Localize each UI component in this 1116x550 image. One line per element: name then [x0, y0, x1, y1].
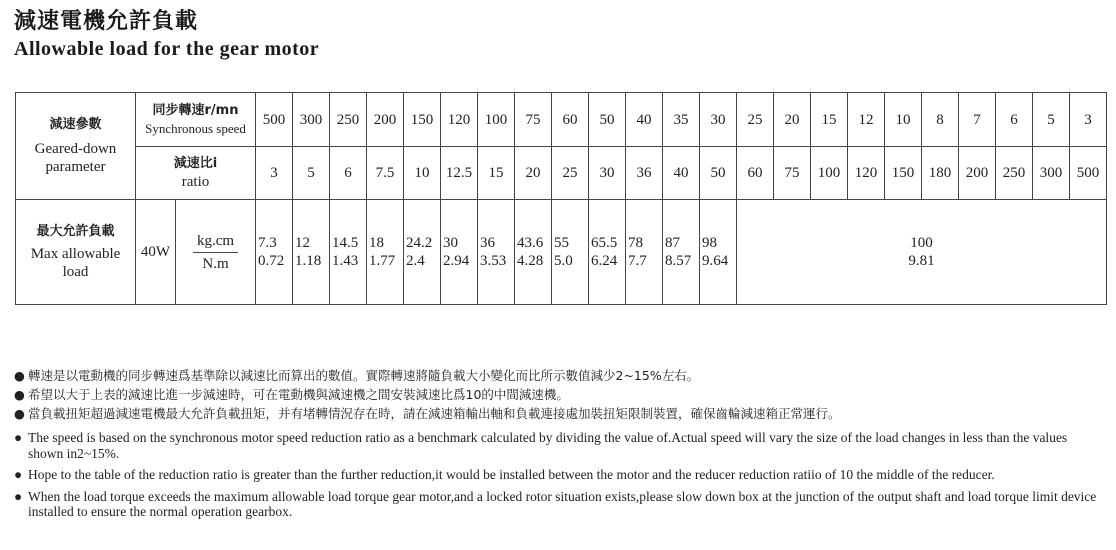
ratio-cell: 120: [848, 147, 885, 200]
ratio-cell: 500: [1070, 147, 1107, 200]
note-item-en: [14, 489, 1104, 520]
load-cell: [441, 200, 478, 305]
load-kg: 78: [628, 235, 643, 251]
max-load-cell: [737, 200, 1107, 305]
param-label-cn: 減速參數: [49, 117, 102, 132]
bullet-icon: ●: [14, 387, 25, 402]
load-row: [16, 200, 1107, 305]
ratio-cell: 6: [330, 147, 367, 200]
ratio-label-cn: 減速比i: [173, 156, 218, 171]
power-cell: 40W: [136, 200, 176, 305]
load-nm: 9.64: [702, 253, 729, 269]
ratio-cell: 40: [663, 147, 700, 200]
speed-cell: 12: [848, 93, 885, 147]
ratio-cell: 100: [811, 147, 848, 200]
bullet-icon: ●: [14, 467, 23, 482]
load-cell: [626, 200, 663, 305]
load-header-cell: [16, 200, 136, 305]
param-label-en: Geared-down parameter: [34, 141, 117, 175]
load-kg: 87: [665, 235, 680, 251]
bullet-icon: ●: [14, 430, 23, 445]
ratio-cell: 180: [922, 147, 959, 200]
load-nm: 1.18: [295, 253, 322, 269]
note-item-cn: [14, 404, 841, 423]
load-kg: 24.2: [406, 235, 433, 251]
load-cell: [700, 200, 737, 305]
note-text-cn: 希望以大于上表的減速比進一步減速時，可在電動機與減速機之間安裝減速比爲10的中間減速機。: [28, 387, 569, 402]
speed-cell: 250: [330, 93, 367, 147]
unit-cell: [176, 200, 256, 305]
note-text-cn: 轉速是以電動機的同步轉速爲基準除以減速比而算出的數值。實際轉速將隨負載大小變化而比所示數值減少2~15%左右。: [28, 368, 700, 383]
ratio-cell: 75: [774, 147, 811, 200]
ratio-cell: 250: [996, 147, 1033, 200]
load-kg: 43.6: [517, 235, 544, 251]
speed-cell: 5: [1033, 93, 1070, 147]
load-cell: [515, 200, 552, 305]
ratio-cell: 3: [256, 147, 293, 200]
load-kg: 12: [295, 235, 310, 251]
load-kg: 36: [480, 235, 495, 251]
speed-cell: 40: [626, 93, 663, 147]
ratio-cell: 15: [478, 147, 515, 200]
bullet-icon: ●: [14, 488, 23, 504]
load-cell: [663, 200, 700, 305]
bullet-icon: ●: [14, 406, 25, 421]
speed-cell: 200: [367, 93, 404, 147]
load-kg: 18: [369, 235, 384, 251]
speed-cell: 6: [996, 93, 1033, 147]
ratio-cell: 300: [1033, 147, 1070, 200]
ratio-row: [16, 147, 1107, 200]
speed-label-cn: 同步轉速r/mn: [152, 102, 239, 118]
note-item-cn: [14, 366, 841, 385]
load-cell: [552, 200, 589, 305]
speed-cell: 150: [404, 93, 441, 147]
speed-cell: 300: [293, 93, 330, 147]
speed-cell: 50: [589, 93, 626, 147]
page-title-english: Allowable load for the gear motor: [14, 38, 320, 60]
speed-cell: 20: [774, 93, 811, 147]
unit-nm: N.m: [202, 255, 229, 272]
note-item-en: [14, 430, 1104, 461]
ratio-header-cell: [136, 147, 256, 200]
load-nm: 3.53: [480, 253, 507, 269]
load-cell: [478, 200, 515, 305]
speed-cell: 100: [478, 93, 515, 147]
speed-cell: 10: [885, 93, 922, 147]
max-load-kg: 100: [910, 235, 933, 251]
load-cell: [330, 200, 367, 305]
load-cell: [589, 200, 626, 305]
notes-english: [14, 430, 1104, 526]
note-text-en: The speed is based on the synchronous motor speed reduction ratio as a benchmark calculated by dividing the value of.Actual speed will vary the size of the load changes in less than the values shown in2~15%.: [28, 430, 1068, 461]
ratio-cell: 12.5: [441, 147, 478, 200]
ratio-cell: 20: [515, 147, 552, 200]
page-title-chinese: 減速電機允許負載: [14, 9, 199, 34]
note-text-en: Hope to the table of the reduction ratio is greater than the further reduction,it would be installed between the motor and the reducer reduction ratiio of 10 the middle of the reducer.: [28, 467, 995, 482]
load-nm: 2.4: [406, 253, 425, 269]
ratio-cell: 200: [959, 147, 996, 200]
notes-chinese: [14, 366, 841, 423]
load-kg: 98: [702, 235, 717, 251]
ratio-cell: 25: [552, 147, 589, 200]
ratio-cell: 50: [700, 147, 737, 200]
load-nm: 4.28: [517, 253, 544, 269]
speed-row: [16, 93, 1107, 147]
speed-label-en: Synchronous speed: [145, 120, 246, 136]
speed-cell: 60: [552, 93, 589, 147]
load-nm: 5.0: [554, 253, 573, 269]
load-cell: [256, 200, 293, 305]
ratio-cell: 30: [589, 147, 626, 200]
load-nm: 2.94: [443, 253, 470, 269]
speed-cell: 500: [256, 93, 293, 147]
load-kg: 30: [443, 235, 458, 251]
note-text-en: When the load torque exceeds the maximum allowable load torque gear motor,and a locked rotor situation exists,please slow down box at the junction of the output shaft and load torque limit device installed to ensure the normal operation gearbox.: [28, 488, 1097, 519]
unit-kgcm: kg.cm: [193, 232, 238, 253]
speed-cell: 30: [700, 93, 737, 147]
load-nm: 8.57: [665, 253, 692, 269]
load-nm: 7.7: [628, 253, 647, 269]
load-nm: 0.72: [258, 253, 285, 269]
load-nm: 1.43: [332, 253, 359, 269]
note-item-cn: [14, 385, 841, 404]
load-table: [15, 92, 1107, 305]
speed-header-cell: [136, 93, 256, 147]
load-nm: 1.77: [369, 253, 396, 269]
load-cell: [367, 200, 404, 305]
load-cell: [293, 200, 330, 305]
note-item-en: [14, 467, 1104, 483]
speed-cell: 7: [959, 93, 996, 147]
ratio-cell: 10: [404, 147, 441, 200]
speed-cell: 35: [663, 93, 700, 147]
load-kg: 55: [554, 235, 569, 251]
note-text-cn: 當負載扭矩超過減速電機最大允許負載扭矩，并有堵轉情況存在時，請在減速箱輸出軸和負載連接處加裝扭矩限制裝置，確保齒輪減速箱正常運行。: [28, 406, 841, 421]
load-kg: 65.5: [591, 235, 618, 251]
load-kg: 14.5: [332, 235, 359, 251]
speed-cell: 120: [441, 93, 478, 147]
ratio-cell: 5: [293, 147, 330, 200]
load-kg: 7.3: [258, 235, 277, 251]
param-header-cell: [16, 93, 136, 200]
speed-cell: 75: [515, 93, 552, 147]
ratio-cell: 60: [737, 147, 774, 200]
speed-cell: 15: [811, 93, 848, 147]
ratio-cell: 7.5: [367, 147, 404, 200]
ratio-cell: 36: [626, 147, 663, 200]
max-load-nm: 9.81: [908, 253, 935, 269]
ratio-cell: 150: [885, 147, 922, 200]
load-nm: 6.24: [591, 253, 618, 269]
load-label-en: Max allowable load: [30, 246, 121, 280]
bullet-icon: ●: [14, 368, 25, 383]
speed-cell: 3: [1070, 93, 1107, 147]
speed-cell: 25: [737, 93, 774, 147]
ratio-label-en: ratio: [181, 174, 210, 190]
speed-cell: 8: [922, 93, 959, 147]
load-cell: [404, 200, 441, 305]
load-label-cn: 最大允許負載: [36, 224, 115, 239]
